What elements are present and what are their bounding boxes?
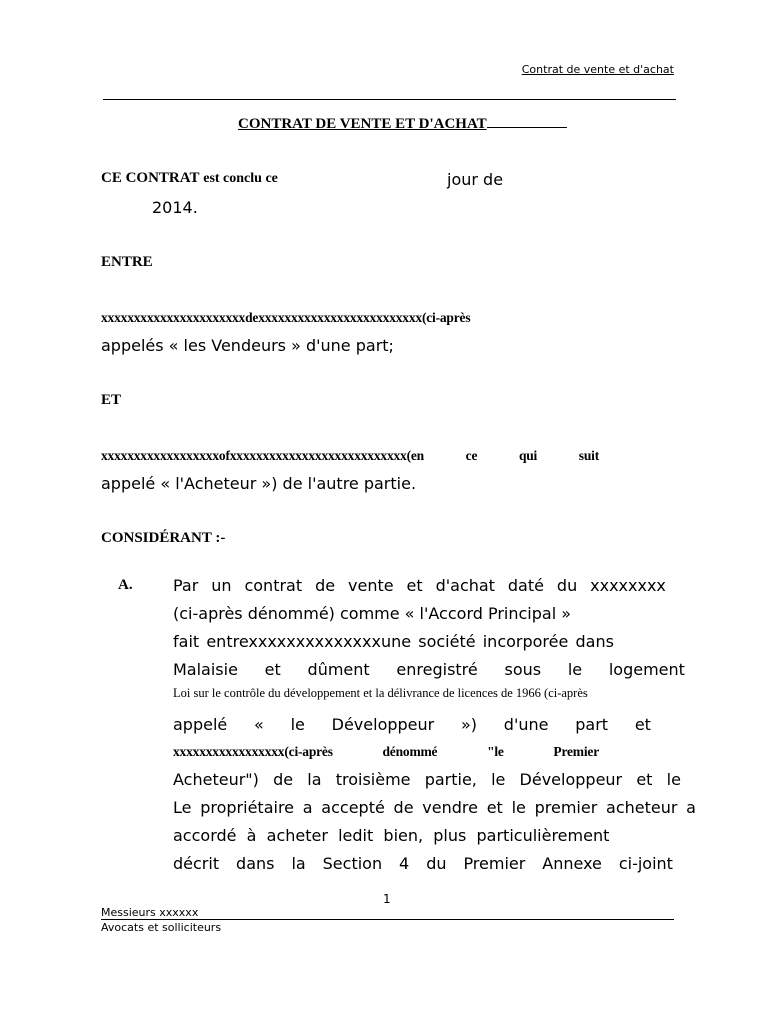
footer-firm-name: Messieurs xxxxxx	[101, 906, 674, 920]
party1-cont: appelés « les Vendeurs » d'une part;	[101, 336, 394, 355]
running-header: Contrat de vente et d'achat	[521, 63, 674, 76]
intro-day: jour de	[447, 170, 504, 189]
considerant-heading: CONSIDÉRANT :-	[101, 530, 226, 546]
document-title: CONTRAT DE VENTE ET D'ACHAT	[238, 115, 567, 133]
section-a-line2: (ci-après dénommé) comme « l'Accord Principal »	[173, 604, 572, 623]
section-a-line4: Malaisie et dûment enregistré sous le logement	[173, 660, 685, 679]
intro-line: CE CONTRAT est conclu ce	[101, 170, 278, 186]
section-a-label: A.	[118, 577, 133, 593]
section-a-line10: accordé à acheter ledit bien, plus particulièrement	[173, 826, 610, 845]
et-heading: ET	[101, 392, 122, 408]
page-number: 1	[383, 892, 391, 906]
section-a-line8: Acheteur") de la troisième partie, le Développeur et le	[173, 770, 681, 789]
intro-year: 2014.	[152, 198, 198, 217]
section-a-line1: Par un contrat de vente et d'achat daté du xxxxxxxx	[173, 576, 666, 595]
section-a-line9: Le propriétaire a accepté de vendre et le premier acheteur a	[173, 798, 696, 817]
party1-line: xxxxxxxxxxxxxxxxxxxxxxdexxxxxxxxxxxxxxxxxxxxxxxxx(ci-après	[101, 310, 471, 325]
footer-firm-role: Avocats et solliciteurs	[101, 921, 222, 934]
entre-heading: ENTRE	[101, 254, 153, 270]
section-a-line3: fait entrexxxxxxxxxxxxxxune société incorporée dans	[173, 632, 614, 651]
party2-cont: appelé « l'Acheteur ») de l'autre partie.	[101, 474, 417, 493]
party2-line: xxxxxxxxxxxxxxxxxxofxxxxxxxxxxxxxxxxxxxxxxxxxxx(en ce qui suit	[101, 448, 599, 463]
section-a-line7: xxxxxxxxxxxxxxxxx(ci-après dénommé "le Premier	[173, 744, 599, 759]
section-a-line11: décrit dans la Section 4 du Premier Annexe ci-joint	[173, 854, 673, 873]
section-a-line6: appelé « le Développeur ») d'une part et	[173, 715, 651, 734]
header-rule	[103, 99, 676, 100]
section-a-line5: Loi sur le contrôle du développement et la délivrance de licences de 1966 (ci-après	[173, 686, 588, 700]
